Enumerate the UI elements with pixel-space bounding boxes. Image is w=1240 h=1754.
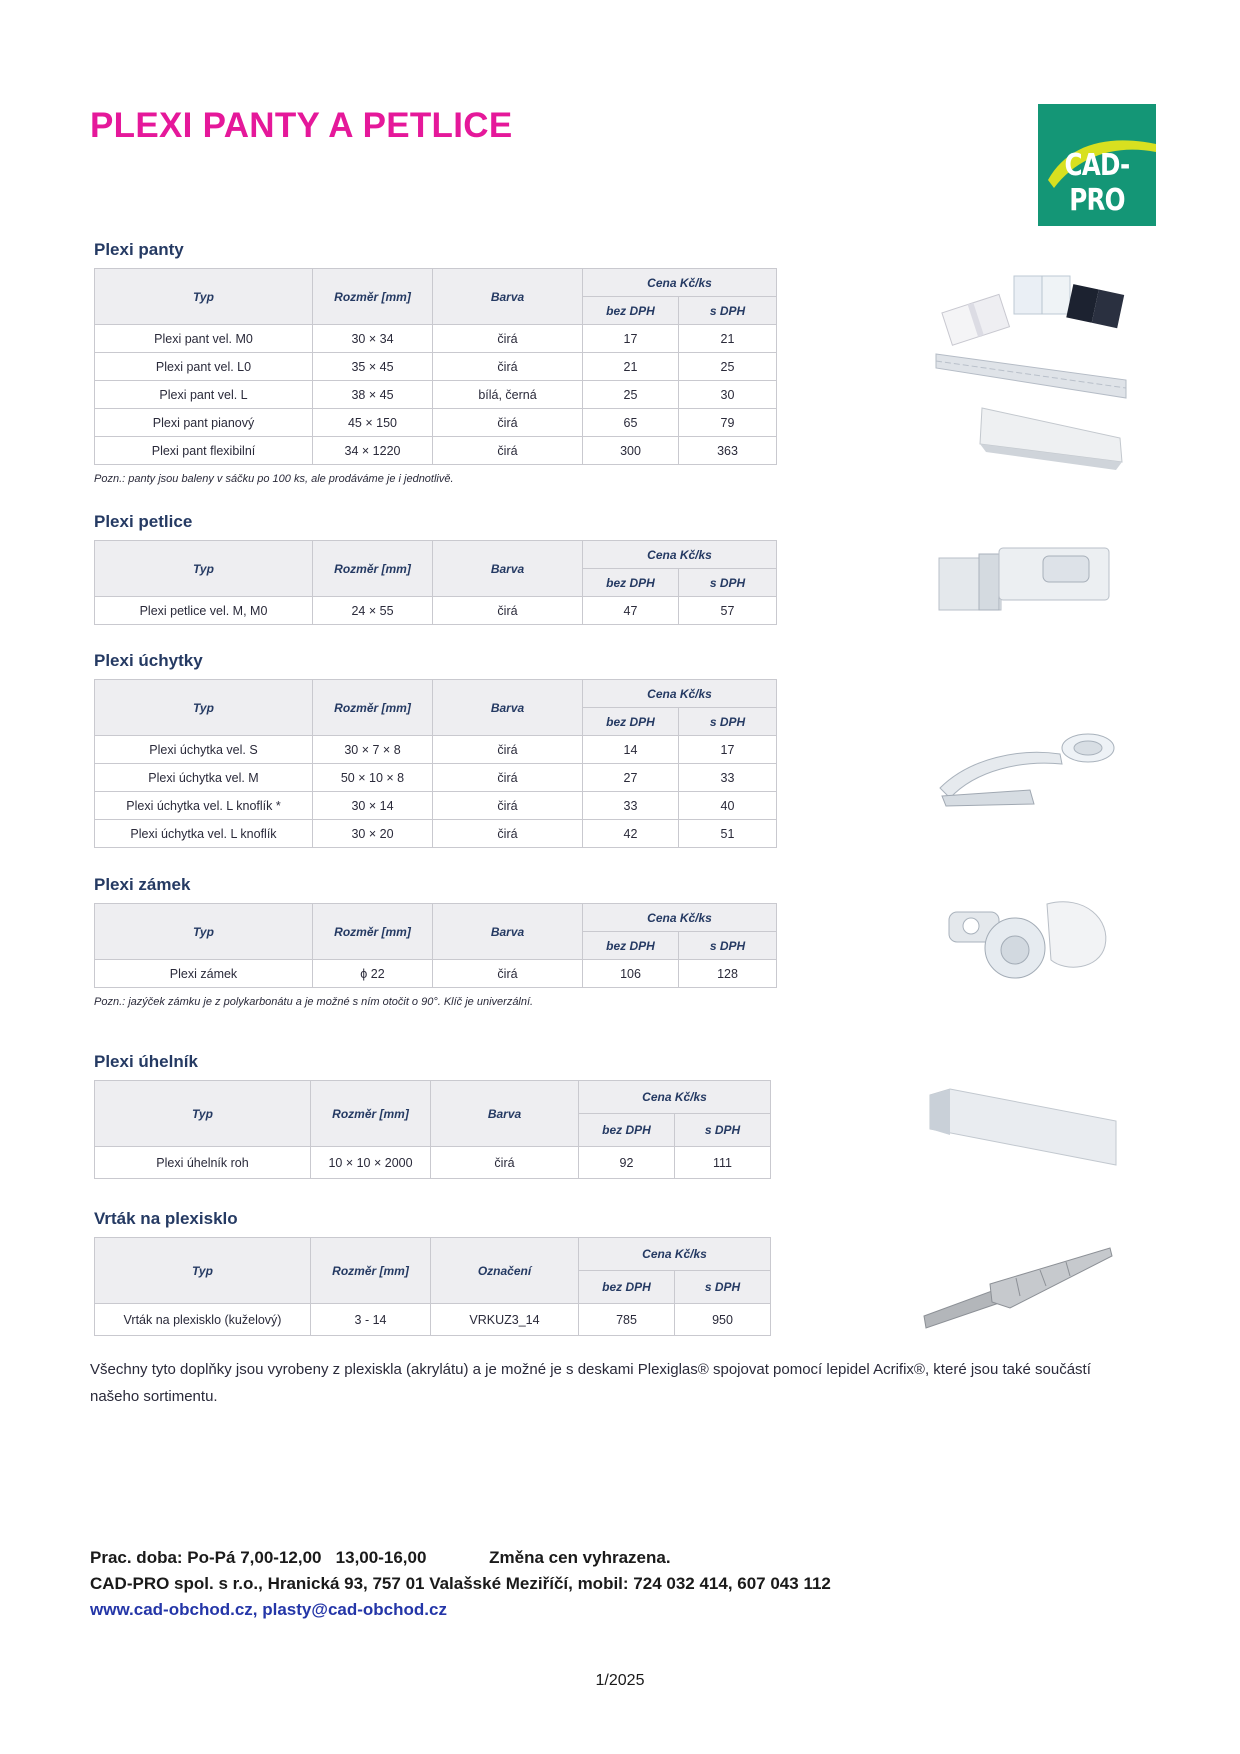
lock-image — [935, 890, 1115, 1000]
cell-s-dph: 30 — [679, 381, 777, 409]
corner-profile-image — [920, 1085, 1120, 1175]
header-rozmer: Rozměr [mm] — [313, 904, 433, 960]
section-title: Vrták na plexisklo — [94, 1209, 238, 1228]
email-link[interactable]: plasty@cad-obchod.cz — [262, 1600, 447, 1619]
price-table — [94, 268, 777, 465]
header-s-dph: s DPH — [679, 708, 777, 736]
header-bez-dph: bez DPH — [583, 569, 679, 597]
working-hours: Prac. doba: Po-Pá 7,00-12,00 13,00-16,00 — [90, 1548, 427, 1567]
section-title: Plexi úchytky — [94, 651, 203, 670]
cell-rozmer: 38 × 45 — [313, 381, 433, 409]
cell-s-dph: 40 — [679, 792, 777, 820]
header-cena: Cena Kč/ks — [583, 269, 777, 297]
section-plexi-panty — [94, 240, 776, 485]
header-rozmer: Rozměr [mm] — [311, 1238, 431, 1304]
section-plexi-petlice — [94, 512, 776, 625]
cell-bez-dph: 42 — [583, 820, 679, 848]
cell-typ: Plexi úchytka vel. L knoflík * — [95, 792, 313, 820]
section-title: Plexi zámek — [94, 875, 191, 894]
header-typ: Typ — [95, 680, 313, 736]
cell-typ: Plexi pant flexibilní — [95, 437, 313, 465]
cell-typ: Plexi petlice vel. M, M0 — [95, 597, 313, 625]
cell-bez-dph: 25 — [583, 381, 679, 409]
cell-bez-dph: 785 — [579, 1304, 675, 1336]
table-row — [95, 1147, 771, 1179]
cell-s-dph: 111 — [675, 1147, 771, 1179]
cell-s-dph: 17 — [679, 736, 777, 764]
section-title: Plexi petlice — [94, 512, 193, 531]
cell-s-dph: 950 — [675, 1304, 771, 1336]
cell-s-dph: 363 — [679, 437, 777, 465]
header-cena: Cena Kč/ks — [579, 1238, 771, 1271]
cell-barva: čirá — [433, 437, 583, 465]
header-barva: Barva — [433, 269, 583, 325]
cell-rozmer: ϕ 22 — [313, 960, 433, 988]
table-row — [95, 353, 777, 381]
cell-bez-dph: 21 — [583, 353, 679, 381]
cell-barva: čirá — [433, 353, 583, 381]
company-address: CAD-PRO spol. s r.o., Hranická 93, 757 01 Valašské Meziříčí, mobil: 724 032 414, 607 043 112 — [90, 1574, 831, 1593]
header-barva: Barva — [433, 541, 583, 597]
header-oznaceni: Označení — [431, 1238, 579, 1304]
cell-typ: Plexi zámek — [95, 960, 313, 988]
cell-rozmer: 30 × 14 — [313, 792, 433, 820]
cell-rozmer: 50 × 10 × 8 — [313, 764, 433, 792]
cell-typ: Plexi úhelník roh — [95, 1147, 311, 1179]
header-s-dph: s DPH — [679, 569, 777, 597]
header-s-dph: s DPH — [679, 932, 777, 960]
header-typ: Typ — [95, 1081, 311, 1147]
price-table — [94, 540, 777, 625]
section-plexi-uchytky — [94, 651, 776, 848]
cell-typ: Plexi úchytka vel. L knoflík — [95, 820, 313, 848]
cell-bez-dph: 14 — [583, 736, 679, 764]
footer — [90, 1545, 831, 1623]
cell-rozmer: 10 × 10 × 2000 — [311, 1147, 431, 1179]
price-notice: Změna cen vyhrazena. — [489, 1548, 671, 1567]
hasp-image — [935, 538, 1115, 618]
header-barva: Barva — [433, 680, 583, 736]
table-row — [95, 409, 777, 437]
section-title: Plexi panty — [94, 240, 184, 259]
cell-s-dph: 25 — [679, 353, 777, 381]
cell-barva: bílá, černá — [433, 381, 583, 409]
cell-s-dph: 51 — [679, 820, 777, 848]
price-table — [94, 679, 777, 848]
cell-bez-dph: 47 — [583, 597, 679, 625]
cell-rozmer: 24 × 55 — [313, 597, 433, 625]
note: Pozn.: jazýček zámku je z polykarbonátu a je možné s ním otočit o 90°. Klíč je univerzální. — [94, 996, 534, 1008]
cell-barva: čirá — [431, 1147, 579, 1179]
cell-s-dph: 33 — [679, 764, 777, 792]
section-plexi-uhelnik — [94, 1052, 770, 1179]
header-rozmer: Rozměr [mm] — [313, 269, 433, 325]
section-vrtak — [94, 1209, 770, 1336]
price-table — [94, 903, 777, 988]
table-row — [95, 325, 777, 353]
cell-barva: čirá — [433, 597, 583, 625]
table-row — [95, 736, 777, 764]
cad-pro-logo — [1038, 104, 1156, 226]
table-row — [95, 1304, 771, 1336]
page-title: PLEXI PANTY A PETLICE — [90, 106, 513, 145]
cell-barva: čirá — [433, 736, 583, 764]
price-table — [94, 1237, 771, 1336]
table-row — [95, 792, 777, 820]
header-s-dph: s DPH — [679, 297, 777, 325]
handles-image — [930, 718, 1120, 808]
header-rozmer: Rozměr [mm] — [311, 1081, 431, 1147]
cell-bez-dph: 106 — [583, 960, 679, 988]
header-barva: Barva — [431, 1081, 579, 1147]
cell-rozmer: 35 × 45 — [313, 353, 433, 381]
cell-rozmer: 30 × 7 × 8 — [313, 736, 433, 764]
header-cena: Cena Kč/ks — [583, 904, 777, 932]
section-plexi-zamek — [94, 875, 776, 1008]
cell-barva: čirá — [433, 409, 583, 437]
cell-typ: Vrták na plexisklo (kuželový) — [95, 1304, 311, 1336]
cell-typ: Plexi úchytka vel. M — [95, 764, 313, 792]
header-s-dph: s DPH — [675, 1114, 771, 1147]
cell-barva: čirá — [433, 764, 583, 792]
cell-bez-dph: 300 — [583, 437, 679, 465]
cell-rozmer: 45 × 150 — [313, 409, 433, 437]
table-row — [95, 820, 777, 848]
cell-rozmer: 30 × 34 — [313, 325, 433, 353]
cell-typ: Plexi pant vel. M0 — [95, 325, 313, 353]
cell-typ: Plexi pant vel. L0 — [95, 353, 313, 381]
page-number: 1/2025 — [595, 1672, 645, 1689]
header-cena: Cena Kč/ks — [579, 1081, 771, 1114]
cell-rozmer: 34 × 1220 — [313, 437, 433, 465]
cell-bez-dph: 65 — [583, 409, 679, 437]
cell-typ: Plexi úchytka vel. S — [95, 736, 313, 764]
cell-rozmer: 30 × 20 — [313, 820, 433, 848]
header-bez-dph: bez DPH — [579, 1114, 675, 1147]
cell-barva: čirá — [433, 820, 583, 848]
cell-bez-dph: 27 — [583, 764, 679, 792]
header-bez-dph: bez DPH — [583, 932, 679, 960]
header-cena: Cena Kč/ks — [583, 680, 777, 708]
header-cena: Cena Kč/ks — [583, 541, 777, 569]
bottom-text: Všechny tyto doplňky jsou vyrobeny z plexiskla (akrylátu) a je možné je s deskami Plexiglas® spojovat pomocí lepidel Acrifix®, které jsou také součástí našeho sortimentu. — [90, 1361, 1091, 1405]
cell-typ: Plexi pant pianový — [95, 409, 313, 437]
header-bez-dph: bez DPH — [583, 708, 679, 736]
header-rozmer: Rozměr [mm] — [313, 680, 433, 736]
header-barva: Barva — [433, 904, 583, 960]
table-row — [95, 381, 777, 409]
cell-barva: čirá — [433, 960, 583, 988]
header-rozmer: Rozměr [mm] — [313, 541, 433, 597]
cell-rozmer: 3 - 14 — [311, 1304, 431, 1336]
cell-barva: čirá — [433, 325, 583, 353]
header-bez-dph: bez DPH — [583, 297, 679, 325]
price-table — [94, 1080, 771, 1179]
cell-typ: Plexi pant vel. L — [95, 381, 313, 409]
header-bez-dph: bez DPH — [579, 1271, 675, 1304]
section-title: Plexi úhelník — [94, 1052, 198, 1071]
drill-bit-image — [920, 1238, 1120, 1338]
cell-bez-dph: 33 — [583, 792, 679, 820]
header-typ: Typ — [95, 269, 313, 325]
header-s-dph: s DPH — [675, 1271, 771, 1304]
table-row — [95, 960, 777, 988]
cell-barva: čirá — [433, 792, 583, 820]
cell-s-dph: 21 — [679, 325, 777, 353]
logo-text: CAD-PRO — [1064, 148, 1130, 218]
header-typ: Typ — [95, 541, 313, 597]
table-row — [95, 437, 777, 465]
cell-oznaceni: VRKUZ3_14 — [431, 1304, 579, 1336]
header-typ: Typ — [95, 904, 313, 960]
cell-s-dph: 57 — [679, 597, 777, 625]
note: Pozn.: panty jsou baleny v sáčku po 100 ks, ale prodáváme je i jednotlivě. — [94, 473, 454, 485]
cell-s-dph: 128 — [679, 960, 777, 988]
table-row — [95, 597, 777, 625]
link-separator: , — [252, 1600, 263, 1619]
cell-bez-dph: 17 — [583, 325, 679, 353]
hinges-image — [930, 262, 1140, 472]
table-row — [95, 764, 777, 792]
cell-s-dph: 79 — [679, 409, 777, 437]
header-typ: Typ — [95, 1238, 311, 1304]
cell-bez-dph: 92 — [579, 1147, 675, 1179]
web-link[interactable]: www.cad-obchod.cz — [90, 1600, 253, 1619]
